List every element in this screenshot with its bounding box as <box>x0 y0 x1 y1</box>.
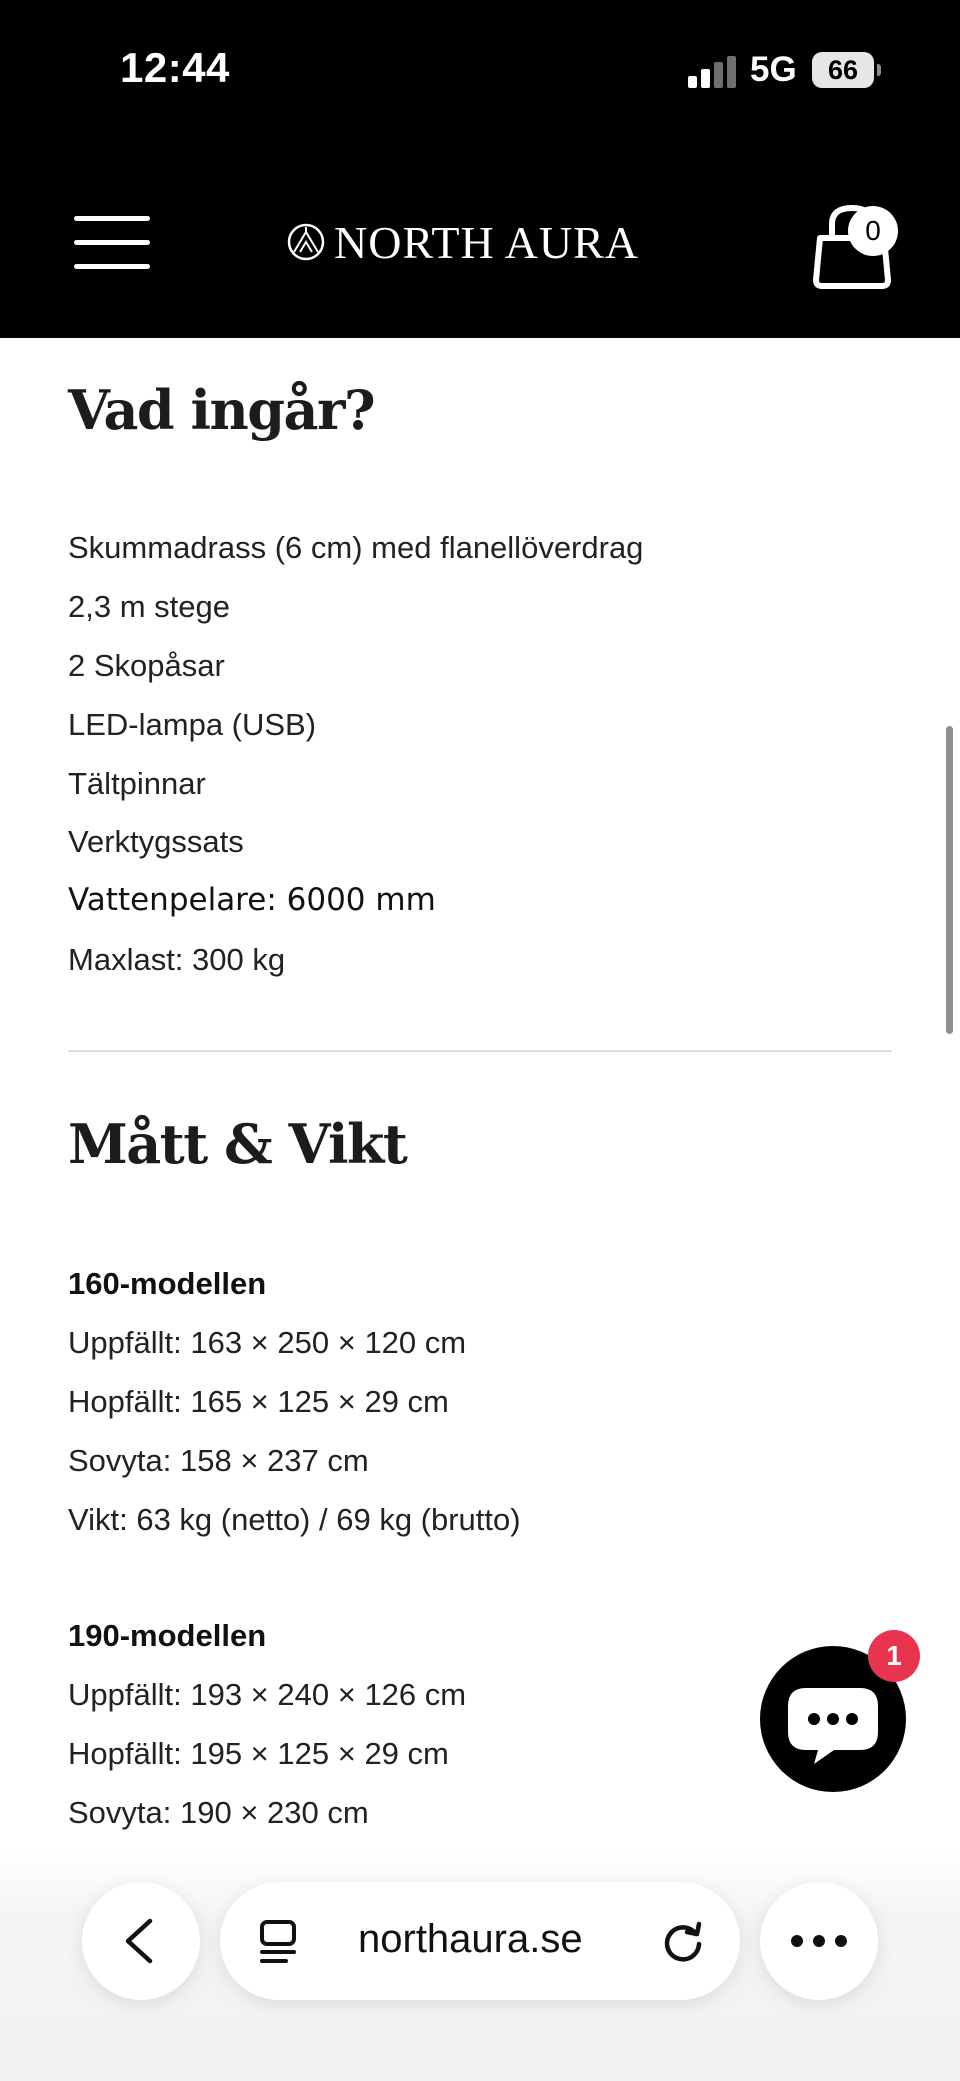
model-spec: Hopfällt: 165 × 125 × 29 cm <box>68 1384 449 1419</box>
url-text[interactable]: northaura.se <box>358 1917 583 1961</box>
reload-icon[interactable] <box>660 1918 706 1964</box>
included-item: Verktygssats <box>68 824 244 859</box>
model-spec: Vikt: 63 kg (netto) / 69 kg (brutto) <box>68 1502 521 1537</box>
site-header <box>0 0 960 338</box>
more-dots-icon <box>790 1934 848 1948</box>
status-time: 12:44 <box>120 44 230 91</box>
model-spec: Hopfällt: 195 × 125 × 29 cm <box>68 1736 449 1771</box>
battery-tip <box>877 64 881 76</box>
included-item: Skummadrass (6 cm) med flanellöverdrag <box>68 530 644 565</box>
included-item: Tältpinnar <box>68 766 206 801</box>
cellular-signal-icon <box>688 56 736 88</box>
model-spec: Sovyta: 190 × 230 cm <box>68 1795 369 1830</box>
included-item: 2,3 m stege <box>68 589 230 624</box>
logo-text: NORTH AURA <box>334 216 639 268</box>
page-scrollbar[interactable] <box>946 726 953 1034</box>
included-item: Vattenpelare: 6000 mm <box>68 882 436 918</box>
chevron-left-icon <box>120 1918 160 1964</box>
dimensions-title: Mått & Vikt <box>68 1112 407 1176</box>
menu-button[interactable] <box>74 214 150 270</box>
site-logo[interactable] <box>286 214 639 270</box>
model-spec: Uppfällt: 163 × 250 × 120 cm <box>68 1325 467 1360</box>
back-button[interactable] <box>82 1882 200 2000</box>
included-item: LED-lampa (USB) <box>68 707 317 742</box>
model-name: 190-modellen <box>68 1618 267 1653</box>
model-name: 160-modellen <box>68 1266 267 1301</box>
battery-icon: 66 <box>812 52 874 88</box>
included-item: 2 Skopåsar <box>68 648 225 683</box>
chat-notification-badge: 1 <box>868 1630 920 1682</box>
cart-count-badge: 0 <box>848 206 898 256</box>
compass-logo-icon <box>286 222 326 262</box>
included-title: Vad ingår? <box>68 378 375 442</box>
section-divider <box>68 1050 892 1052</box>
reader-tabs-icon <box>258 1918 302 1966</box>
included-item: Maxlast: 300 kg <box>68 942 286 977</box>
model-spec: Uppfällt: 193 × 240 × 126 cm <box>68 1677 467 1712</box>
model-spec: Sovyta: 158 × 237 cm <box>68 1443 369 1478</box>
network-type: 5G <box>750 50 797 89</box>
more-options-button[interactable] <box>760 1882 878 2000</box>
